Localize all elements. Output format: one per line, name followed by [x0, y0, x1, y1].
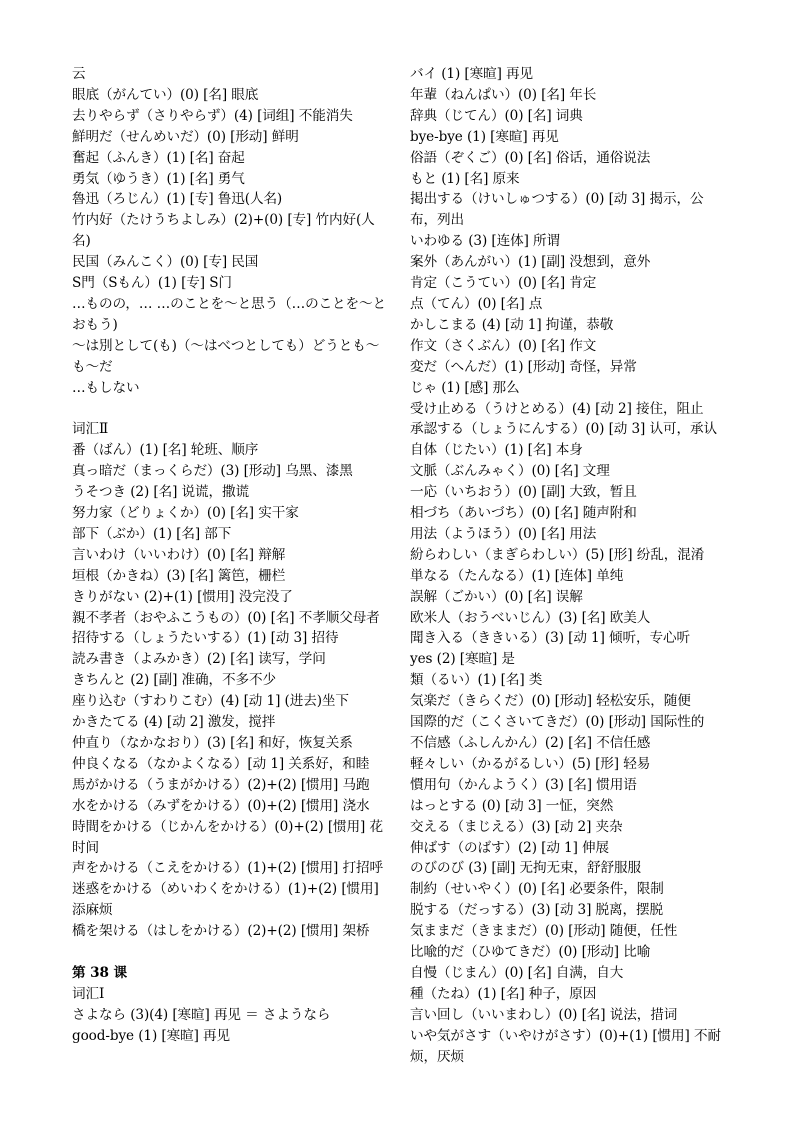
vocab-entry: 点（てん）(0) [名] 点 [410, 295, 543, 312]
vocab-entry: 不信感（ふしんかん）(2) [名] 不信任感 [410, 735, 651, 751]
vocab-entry: 馬がかける（うまがかける）(2)+(2) [惯用] 马跑 [72, 776, 370, 793]
section-heading: 词汇Ⅰ [72, 985, 105, 1002]
vocab-entry: 番（ばん）(1) [名] 轮班、顺序 [72, 442, 259, 459]
vocab-entry: 部下（ぶか）(1) [名] 部下 [72, 525, 232, 542]
vocab-entry: 脱する（だっする）(3) [动 3] 脱离，摆脱 [410, 902, 663, 919]
vocab-entry: 奮起（ふんき）(1) [名] 奋起 [72, 149, 245, 166]
section-heading: 第 38 课 [72, 964, 127, 981]
vocab-entry: 眼底（がんてい）(0) [名] 眼底 [72, 86, 259, 103]
vocab-entry: 水をかける（みずをかける）(0)+(2) [惯用] 浇水 [72, 797, 370, 814]
vocab-entry: 親不孝者（おやふこうもの）(0) [名] 不孝顺父母者 [72, 609, 380, 626]
vocab-entry: 年輩（ねんぱい）(0) [名] 年长 [410, 86, 597, 103]
vocab-entry: 掲出する（けいしゅつする）(0) [动 3] 揭示，公布，列出 [410, 191, 704, 229]
vocab-entry: 民国（みんこく）(0) [专] 民国 [72, 254, 259, 271]
vocab-entry: 案外（あんがい）(1) [副] 没想到，意外 [410, 254, 651, 271]
vocab-entry: 云 [72, 66, 86, 82]
vocab-entry: 努力家（どりょくか）(0) [名] 实干家 [72, 505, 299, 522]
vocab-entry: S門（Sもん）(1) [专] S门 [72, 275, 232, 292]
vocab-entry: うそつき (2) [名] 说谎，撒谎 [72, 484, 249, 501]
vocab-entry: 受け止める（うけとめる）(4) [动 2] 接住，阻止 [410, 400, 704, 417]
vocab-entry: 気ままだ（きままだ）(0) [形动] 随便，任性 [410, 923, 678, 940]
vocab-entry: 竹内好（たけうちよしみ）(2)+(0) [专] 竹内好(人名) [72, 212, 375, 250]
vocab-entry: 一応（いちおう）(0) [副] 大致，暂且 [410, 484, 637, 501]
section-heading: 词汇Ⅱ [72, 421, 109, 438]
vocab-entry: 橋を架ける（はしをかける）(2)+(2) [惯用] 架桥 [72, 923, 370, 940]
vocab-entry: 変だ（へんだ）(1) [形动] 奇怪，异常 [410, 358, 637, 375]
blank-line [72, 942, 390, 963]
vocab-entry: 座り込む（すわりこむ）(4) [动 1] (进去)坐下 [72, 693, 349, 710]
vocab-entry: 交える（まじえる）(3) [动 2] 夹杂 [410, 818, 623, 835]
vocab-entry: 辞典（じてん）(0) [名] 词典 [410, 107, 583, 124]
vocab-entry: 慣用句（かんようく）(3) [名] 惯用语 [410, 776, 637, 793]
right-column [410, 64, 728, 1068]
vocab-entry: 紛らわしい（まぎらわしい）(5) [形] 纷乱，混淆 [410, 546, 705, 563]
vocab-entry: 自慢（じまん）(0) [名] 自满，自大 [410, 964, 624, 981]
vocab-entry: bye-bye (1) [寒暄] 再见 [410, 128, 559, 145]
vocab-entry: ～は別として(も)（～はべつとしても）どうとも～も～だ [72, 337, 380, 375]
vocab-entry: 勇気（ゆうき）(1) [名] 勇气 [72, 170, 245, 187]
vocab-entry: じゃ (1) [感] 那么 [410, 379, 520, 396]
vocab-entry: のびのび (3) [副] 无拘无束，舒舒服服 [410, 860, 641, 877]
vocab-entry: 承認する（しょうにんする）(0) [动 3] 认可，承认 [410, 421, 717, 438]
vocab-entry: いや気がさす（いやけがさす）(0)+(1) [惯用] 不耐烦，厌烦 [410, 1027, 721, 1065]
vocab-entry: 種（たね）(1) [名] 种子，原因 [410, 985, 597, 1002]
vocab-entry: 気楽だ（きらくだ）(0) [形动] 轻松安乐，随便 [410, 693, 691, 710]
vocab-entry: 文脈（ぶんみゃく）(0) [名] 文理 [410, 463, 610, 480]
vocab-entry: はっとする (0) [动 3] 一怔，突然 [410, 797, 614, 814]
vocab-entry: 類（るい）(1) [名] 类 [410, 672, 543, 689]
vocab-entry: 時間をかける（じかんをかける）(0)+(2) [惯用] 花时间 [72, 818, 383, 856]
vocab-entry: いわゆる (3) [连体] 所谓 [410, 233, 560, 250]
vocab-entry: 読み書き（よみかき）(2) [名] 读写，学问 [72, 651, 326, 668]
vocab-entry: 国際的だ（こくさいてきだ）(0) [形动] 国际性的 [410, 714, 705, 731]
vocab-entry: 軽々しい（かるがるしい）(5) [形] 轻易 [410, 755, 651, 772]
vocab-entry: …もしない [72, 379, 140, 396]
vocab-entry: …ものの，… …のことを～と思う（…のことを～とおもう) [72, 295, 387, 333]
vocab-entry: もと (1) [名] 原来 [410, 170, 520, 187]
vocab-entry: 魯迅（ろじん）(1) [专] 鲁迅(人名) [72, 191, 283, 208]
vocab-entry: 制約（せいやく）(0) [名] 必要条件，限制 [410, 881, 664, 898]
vocab-entry: 去りやらず（さりやらず）(4) [词组] 不能消失 [72, 107, 353, 124]
vocab-entry: 相づち（あいづち）(0) [名] 随声附和 [410, 505, 637, 522]
vocab-entry: 言いわけ（いいわけ）(0) [名] 辩解 [72, 546, 286, 563]
vocab-entry: 用法（ようほう）(0) [名] 用法 [410, 525, 597, 542]
vocab-entry: きりがない (2)+(1) [惯用] 没完没了 [72, 588, 293, 605]
vocab-entry: 肯定（こうてい）(0) [名] 肯定 [410, 275, 597, 292]
vocab-entry: yes (2) [寒暄] 是 [410, 651, 515, 668]
vocab-entry: 仲良くなる（なかよくなる）[动 1] 关系好，和睦 [72, 755, 370, 772]
vocab-entry: 俗語（ぞくご）(0) [名] 俗话，通俗说法 [410, 149, 651, 166]
vocab-entry: 誤解（ごかい）(0) [名] 误解 [410, 588, 583, 605]
vocab-entry: 自体（じたい）(1) [名] 本身 [410, 442, 583, 459]
vocab-entry: 作文（さくぶん）(0) [名] 作文 [410, 337, 597, 354]
vocab-entry: 伸ばす（のばす）(2) [动 1] 伸展 [410, 839, 610, 856]
vocab-entry: かしこまる (4) [动 1] 拘谨，恭敬 [410, 316, 614, 333]
vocab-entry: good-bye (1) [寒暄] 再见 [72, 1027, 230, 1044]
vocab-entry: 声をかける（こえをかける）(1)+(2) [惯用] 打招呼 [72, 860, 383, 877]
vocab-entry: 言い回し（いいまわし）(0) [名] 说法，措词 [410, 1006, 678, 1023]
vocab-entry: バイ (1) [寒暄] 再见 [410, 66, 533, 82]
vocab-entry: 仲直り（なかなおり）(3) [名] 和好，恢复关系 [72, 734, 353, 751]
blank-line [72, 399, 390, 420]
vocab-entry: 単なる（たんなる）(1) [连体] 单纯 [410, 567, 624, 584]
vocab-entry: 招待する（しょうたいする）(1) [动 3] 招待 [72, 630, 339, 647]
vocab-entry: さよなら (3)(4) [寒暄] 再见 ＝ さようなら [72, 1006, 331, 1023]
vocab-entry: 垣根（かきね）(3) [名] 篱笆，栅栏 [72, 567, 286, 584]
vocab-entry: 鮮明だ（せんめいだ）(0) [形动] 鲜明 [72, 128, 299, 145]
vocab-entry: かきたてる (4) [动 2] 激发，搅拌 [72, 714, 276, 731]
vocab-entry: 聞き入る（ききいる）(3) [动 1] 倾听，专心听 [410, 630, 690, 647]
vocab-entry: 迷惑をかける（めいわくをかける）(1)+(2) [惯用] 添麻烦 [72, 881, 379, 919]
vocab-entry: 欧米人（おうべいじん）(3) [名] 欧美人 [410, 609, 651, 626]
vocab-entry: 真っ暗だ（まっくらだ）(3) [形动] 乌黑、漆黑 [72, 463, 353, 480]
left-column [72, 64, 390, 1047]
vocab-entry: きちんと (2) [副] 准确，不多不少 [72, 672, 276, 689]
vocab-entry: 比喩的だ（ひゆてきだ）(0) [形动] 比喻 [410, 944, 651, 961]
